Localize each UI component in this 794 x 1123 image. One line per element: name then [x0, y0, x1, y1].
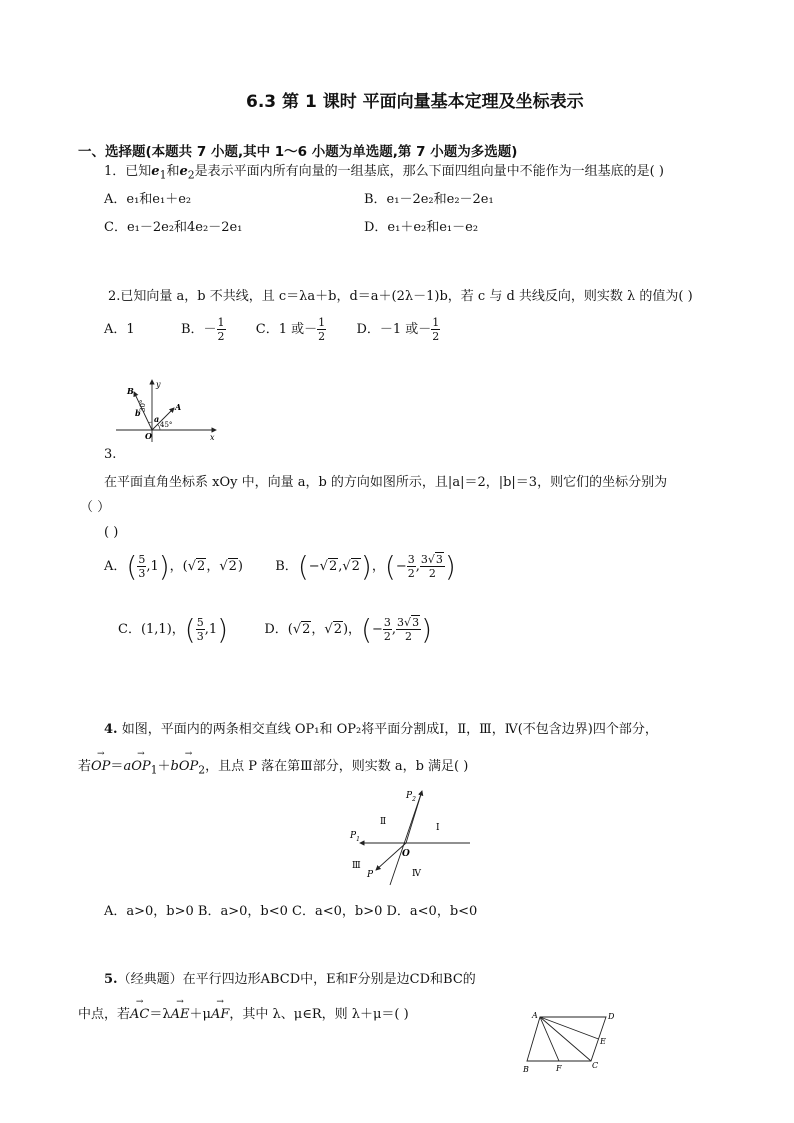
- question-1-option-a: A．e₁和e₁＋e₂: [104, 192, 192, 207]
- question-3-option-a: A．( $\frac{5}{3}$ ,1)，(√2，√2): [104, 550, 243, 583]
- label-point-p: P: [367, 870, 374, 880]
- question-2-option-a: A．1: [104, 322, 135, 337]
- question-3-paren-1: （ ）: [80, 500, 111, 515]
- question-3-options-row-1: [104, 550, 456, 583]
- question-2-stem: 2.已知向量 a，b 不共线，且 c＝λa＋b，d＝a＋(2λ－1)b，若 c 与 d 共线反向，则实数 λ 的值为( ): [108, 289, 693, 304]
- label-f: F: [556, 1064, 562, 1073]
- label-d: D: [608, 1012, 615, 1021]
- label-p1: $P_1$: [350, 831, 360, 843]
- label-a: A: [532, 1011, 538, 1020]
- label-x: x: [210, 433, 215, 442]
- question-1-option-b: B．e₁－2e₂和e₂－2e₁: [364, 192, 494, 207]
- label-p2: $P_2$: [406, 791, 416, 803]
- question-2-options: [104, 316, 440, 343]
- page-title: 6.3 第 1 课时 平面向量基本定理及坐标表示: [246, 92, 584, 112]
- label-y: y: [156, 380, 161, 389]
- question-2-option-b: B．－ $\frac{1}{2}$: [180, 316, 225, 343]
- question-5-figure: [518, 1008, 618, 1076]
- label-region-i: Ⅰ: [436, 823, 440, 833]
- question-4-options: A．a>0，b>0 B．a>0，b<0 C．a<0，b>0 D．a<0，b<0: [104, 904, 478, 919]
- segment-af: [540, 1017, 559, 1061]
- question-1-option-c: C．e₁－2e₂和4e₂－2e₁: [104, 220, 243, 235]
- label-region-iv: Ⅳ: [412, 869, 421, 879]
- label-angle-30: 30°: [139, 399, 147, 412]
- label-a-vector: a: [154, 414, 160, 424]
- question-5-stem-line-2: 中点，若→ AC＝λ→ AE＋μ→ AF，其中 λ、μ∈R，则 λ＋μ＝( ): [78, 1003, 409, 1022]
- label-region-iii: Ⅲ: [352, 861, 361, 871]
- question-3-stem: 在平面直角坐标系 xOy 中，向量 a，b 的方向如图所示，且|a|＝2，|b|＝3，则它们的坐标分别为: [104, 475, 668, 490]
- question-2-option-d: D．－1 或－ $\frac{1}{2}$: [356, 316, 440, 343]
- question-3-option-b: B．(−√2,√2)，(− $\frac{3}{2}$ , $\frac{3√3}{2}$ ): [275, 550, 456, 583]
- segment-ae: [540, 1017, 599, 1039]
- section-heading: 一、选择题(本题共 7 小题,其中 1～6 小题为单选题,第 7 小题为多选题): [78, 144, 518, 160]
- question-3-option-d: D．(√2，√2)，(− $\frac{3}{2}$ , $\frac{3√3}{2}$ ): [264, 613, 432, 646]
- question-1-stem: 1．已知$e_1$和$e_2$是表示平面内所有向量的一组基底，那么下面四组向量中不能作为一组基底的是( ): [104, 164, 664, 182]
- label-c: C: [592, 1061, 599, 1070]
- question-2-option-c: C．1 或－ $\frac{1}{2}$: [255, 316, 326, 343]
- label-origin: O: [145, 431, 152, 441]
- question-3-paren-2: ( ): [104, 525, 119, 540]
- question-4-figure: [340, 786, 475, 886]
- label-origin-o: O: [402, 849, 410, 859]
- segment-ac: [540, 1017, 591, 1061]
- question-4-stem-line-2: 若→ $OP=a\to OP_1+b\to OP_2$，且点 P 落在第Ⅲ部分，则实数 a，b 满足( ): [78, 755, 468, 777]
- question-1-option-d: D．e₁＋e₂和e₁－e₂: [364, 220, 479, 235]
- question-3-options-row-2: [118, 613, 432, 646]
- label-angle-45: 45°: [160, 421, 173, 429]
- question-4-stem-line-1: 4. 如图，平面内的两条相交直线 OP₁和 OP₂将平面分割成Ⅰ，Ⅱ，Ⅲ，Ⅳ(不包含边界)四个部分，: [104, 722, 658, 737]
- label-a-point: A: [175, 402, 182, 412]
- question-3-number: 3.: [104, 447, 117, 462]
- label-region-ii: Ⅱ: [380, 817, 387, 827]
- label-b-vector: b: [135, 408, 141, 418]
- question-3-figure: [112, 378, 224, 444]
- parallelogram-abcd: [527, 1017, 606, 1061]
- question-3-option-c: C．(1,1)，( $\frac{5}{3}$ ,1): [118, 613, 229, 646]
- label-b-point: B: [127, 386, 134, 396]
- question-5-stem-line-1: 5.（经典题）在平行四边形ABCD中，E和F分别是边CD和BC的: [104, 972, 476, 987]
- label-e: E: [600, 1037, 606, 1046]
- label-b: B: [523, 1065, 529, 1074]
